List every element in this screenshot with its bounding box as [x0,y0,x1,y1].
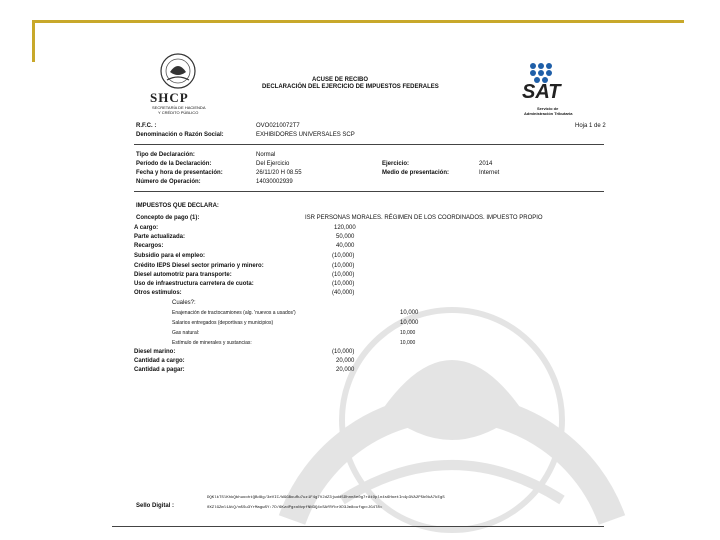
sub-row: Salarios entregados (deportivas y municipios) [172,320,274,326]
coat-of-arms-watermark [262,220,642,540]
tax-row-value: 120,000 [334,225,356,231]
sub-row-value: 10,000 [400,340,416,346]
concept-label: Concepto de pago (1): [136,215,200,221]
opnum-label: Número de Operación: [136,179,201,185]
sat-name: SAT [522,81,561,103]
date-label: Fecha y hora de presentación: [136,170,223,176]
concept-value: ISR PERSONAS MORALES. RÉGIMEN DE LOS COORDINADOS. IMPUESTO PROPIO [305,215,543,221]
sub-row-value: 10,000 [400,330,416,336]
sub-row: Enajenación de tractocamiones (alg. 'nuevos a usados') [172,310,296,316]
medium-label: Medio de presentación: [382,170,450,176]
tail-row: Cantidad a cargo: [134,358,185,364]
tail-row-value: 20,000 [336,358,355,364]
type-value: Normal [256,152,276,158]
tax-row-value: (10,000) [332,263,355,269]
name-label: Denominación o Razón Social: [136,132,224,138]
sub-row: Estímulo de minerales y sustancias: [172,340,252,346]
seal-label: Sello Digital : [136,503,175,509]
declaration-title: DECLARACIÓN DEL EJERCICIO DE IMPUESTOS FEDERALES [262,84,439,90]
sub-header: Cuales?: [172,300,196,306]
rfc-value: OVO0210072T7 [256,123,300,129]
shcp-sub-1: SECRETARÍA DE HACIENDA [152,105,206,110]
name-value: EXHIBIDORES UNIVERSALES SCP [256,132,355,138]
type-label: Tipo de Declaración: [136,152,195,158]
sat-sub-1: Servicio de [537,106,559,111]
divider-1 [134,144,604,145]
date-value: 26/11/20 H 08.55 [256,170,302,176]
period-label: Período de la Declaración: [136,161,212,167]
tail-row-value: (10,000) [332,349,355,355]
tail-row: Cantidad a pagar: [134,367,185,373]
tail-row: Diesel marino: [134,349,176,355]
tax-row: Subsidio para el empleo: [134,253,206,259]
sub-row-value: 10,000 [400,310,419,316]
opnum-value: 14030002939 [256,179,293,185]
tax-row-value: (10,000) [332,281,355,287]
divider-2 [134,191,604,192]
year-label: Ejercicio: [382,161,410,167]
rfc-label: R.F.C. : [136,123,157,129]
page-number: Hoja 1 de 2 [575,123,606,129]
seal-line-2: 0XZlGZml1AtQ/m5Su3YrMagwSY:7D/6KzdPgxoNvpfNN3Q4cSAfRfbrXD3Jm8oufqpcJG4T8= [207,506,383,510]
receipt-title: ACUSE DE RECIBO [312,77,369,83]
tax-row-value: (10,000) [332,272,355,278]
medium-value: Internet [479,170,500,176]
shcp-sub-2: Y CRÉDITO PÚBLICO [158,110,199,115]
year-value: 2014 [479,161,493,167]
sat-sub-2: Administración Tributaria [524,111,573,116]
bottom-rule [112,526,604,527]
tax-row-value: 40,000 [336,243,355,249]
eagle-emblem-icon [157,52,199,90]
tax-row: Otros estímulos: [134,290,182,296]
period-value: Del Ejercicio [256,161,290,167]
tax-row-value: 50,000 [336,234,355,240]
sub-row-value: 10,000 [400,320,419,326]
shcp-name: SHCP [150,90,189,105]
gold-rule-left [32,20,35,62]
tail-row-value: 20,000 [336,367,355,373]
tax-row: Crédito IEPS Diesel sector primario y minero: [134,263,264,269]
gold-rule-top [32,20,684,23]
tax-row: Parte actualizada: [134,234,186,240]
tax-row: A cargo: [134,225,159,231]
tax-row: Uso de infraestructura carretera de cuota: [134,281,254,287]
seal-line-1: DQKlkTSlKhkQbhuoohtQBd8g/3eVIC/WGGBouRu7uz1F4g7VJdZ3jwdd5Dhnn8e0g7rAtOpln4s6HoetIn4p3VA2P5b0kA7kEgS [207,496,445,500]
tax-row-value: (40,000) [332,290,355,296]
document-page [112,50,612,535]
tax-row: Recargos: [134,243,164,249]
taxes-title: IMPUESTOS QUE DECLARA: [136,203,219,209]
tax-row: Diesel automotriz para transporte: [134,272,232,278]
sub-row: Gas natural: [172,330,200,336]
tax-row-value: (10,000) [332,253,355,259]
